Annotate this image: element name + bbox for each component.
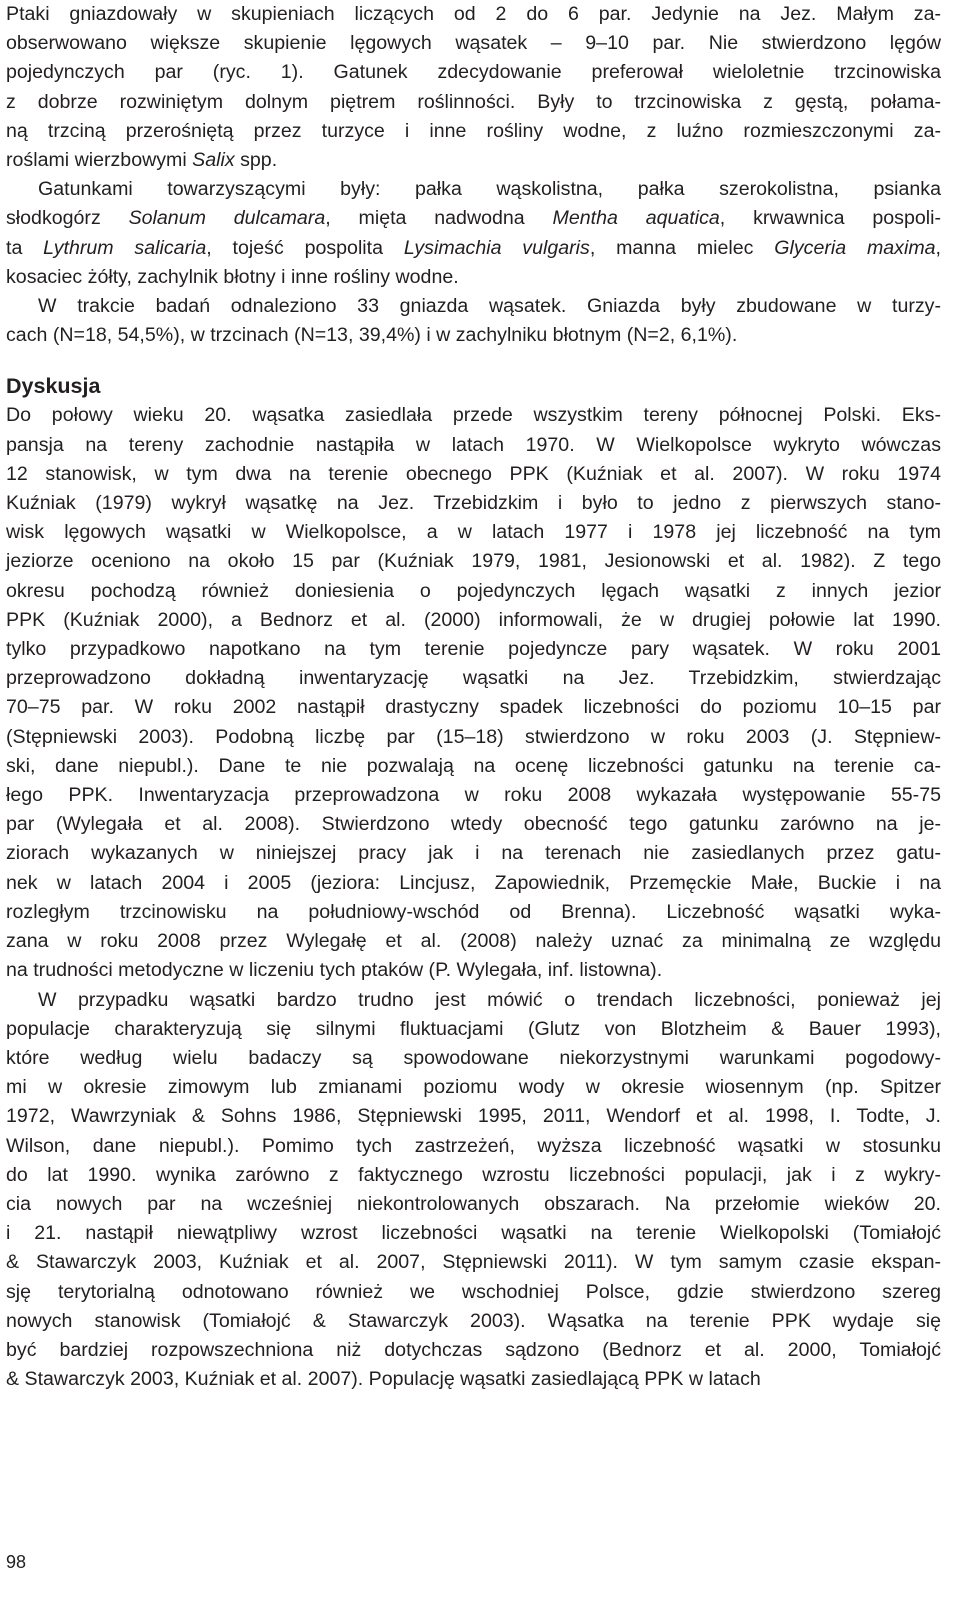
latin-name: Glyceria maxima [774,236,936,259]
latin-name: Mentha aquatica [552,207,720,230]
text-line: cach (N=18, 54,5%), w trzcinach (N=13, 39,4%) i w zachylniku błotnym (N=2, 6,1%). [6,324,738,347]
text-line: 70–75 par. W roku 2002 nastąpił drastyczny spadek liczebności do poziomu 10–15 par [6,696,941,719]
text-line: populacje charakteryzują się silnymi fluktuacjami (Glutz von Blotzheim & Bauer 1993), [6,1017,941,1040]
page-number: 98 [6,1552,27,1572]
text-line: nek w latach 2004 i 2005 (jeziora: Lincjusz, Zapowiednik, Przemęckie Małe, Buckie i na [6,871,941,894]
text-line: i 21. nastąpił niewątpliwy wzrost liczebności wąsatki na terenie Wielkopolski (Tomiałojć [6,1222,941,1245]
text-line: par (Wylegała et al. 2008). Stwierdzono wtedy obecność tego gatunku zarówno na je- [6,813,941,836]
text-line: zana w roku 2008 przez Wylegałę et al. (2008) należy uznać za minimalną ze względu [6,930,941,953]
text-line: obserwowano większe skupienie lęgowych wąsatek – 9–10 par. Nie stwierdzono lęgów [6,32,941,55]
latin-name: Lythrum salicaria [43,236,207,259]
text-line: cia nowych par na wcześniej niekontrolowanych obszarach. Na przełomie wieków 20. [6,1192,941,1215]
paragraph [6,292,941,350]
discussion-section [6,401,941,1394]
paragraph [6,175,941,292]
text-line: (Stępniewski 2003). Podobną liczbę par (15–18) stwierdzono w roku 2003 (J. Stępniew- [6,725,941,748]
text-line: roślami wierzbowymi Salix spp. [6,149,278,172]
text-line: W przypadku wąsatki bardzo trudno jest mówić o trendach liczebności, ponieważ jej [38,988,941,1011]
text-line: nowych stanowisk (Tomiałojć & Stawarczyk 2003). Wąsatka na terenie PPK wydaje się [6,1309,941,1332]
text-line: Ptaki gniazdowały w skupieniach liczących od 2 do 6 par. Jedynie na Jez. Małym za- [6,3,941,25]
paragraph [6,986,941,1395]
text-line: 1972, Wawrzyniak & Sohns 1986, Stępniewski 1995, 2011, Wendorf et al. 1998, I. Todte, J. [6,1105,941,1128]
latin-name: Salix [192,149,235,172]
text-line: pansja na tereny zachodnie nastąpiła w latach 1970. W Wielkopolsce wykryto wówczas [6,433,941,456]
text-line: sję terytorialną odnotowano również we wschodniej Polsce, gdzie stwierdzono szereg [6,1280,941,1303]
text-line: mi w okresie zimowym lub zmianami poziomu wody w okresie wiosennym (np. Spitzer [6,1076,941,1099]
body-text [6,0,941,1394]
text-line: ną trzciną przerośniętą przez turzyce i inne rośliny wodne, z luźno rozmieszczonymi za- [6,119,941,142]
text-line: rozległym trzcinowisku na południowy-wschód od Brenna). Liczebność wąsatki wyka- [6,900,941,923]
paragraph [6,0,941,175]
text-line: Gatunkami towarzyszącymi były: pałka wąskolistna, pałka szerokolistna, psianka [38,178,941,201]
text-line: ta Lythrum salicaria, tojeść pospolita Lysimachia vulgaris, manna mielec Glyceria maxima, [6,236,941,259]
text-line: tylko przypadkowo napotkano na tym terenie pojedyncze pary wąsatek. W roku 2001 [6,638,941,661]
text-line: okresu pochodzą również doniesienia o pojedynczych lęgach wąsatki z innych jezior [6,579,941,602]
text-line: 12 stanowisk, w tym dwa na terenie obecnego PPK (Kuźniak et al. 2007). W roku 1974 [6,462,941,485]
text-line: Kuźniak (1979) wykrył wąsatkę na Jez. Trzebidzkim i było to jedno z pierwszych stano- [6,492,941,515]
text-line: wisk lęgowych wąsatki w Wielkopolsce, a w latach 1977 i 1978 jej liczebność na tym [6,521,941,544]
text-line: jeziorze oceniono na około 15 par (Kuźniak 1979, 1981, Jesionowski et al. 1982). Z tego [6,550,941,573]
text-line: W trakcie badań odnaleziono 33 gniazda wąsatek. Gniazda były zbudowane w turzy- [38,295,941,318]
text-line: być bardziej rozpowszechniona niż dotychczas sądzono (Bednorz et al. 2000, Tomiałojć [6,1338,941,1361]
text-line: z dobrze rozwiniętym dolnym piętrem roślinności. Były to trzcinowiska z gęstą, połama- [6,90,941,113]
text-line: słodkogórz Solanum dulcamara, mięta nadwodna Mentha aquatica, krwawnica pospoli- [6,207,941,230]
text-line: Do połowy wieku 20. wąsatka zasiedlała przede wszystkim tereny północnej Polski. Eks- [6,404,941,427]
latin-name: Lysimachia vulgaris [403,236,590,259]
text-line: na trudności metodyczne w liczeniu tych ptaków (P. Wylegała, inf. listowna). [6,959,663,982]
results-section [6,0,941,350]
text-line: ziorach wykazanych w niniejszej pracy jak i na terenach nie zasiedlanych przez gatu- [6,842,941,865]
text-line: przeprowadzono dokładną inwentaryzację wąsatki na Jez. Trzebidzkim, stwierdzając [6,667,941,690]
latin-name: Solanum dulcamara [128,207,326,230]
section-heading: Dyskusja [6,374,101,399]
text-line: łego PPK. Inwentaryzacja przeprowadzona w roku 2008 wykazała występowanie 55-75 [6,784,941,807]
text-line: które według wielu badaczy są spowodowane niekorzystnymi warunkami pogodowy- [6,1046,941,1069]
text-line: pojedynczych par (ryc. 1). Gatunek zdecydowanie preferował wieloletnie trzcinowiska [6,61,941,84]
text-line: do lat 1990. wynika zarówno z faktycznego wzrostu liczebności populacji, jak i z wykry- [6,1163,941,1186]
text-line: ski, dane niepubl.). Dane te nie pozwalają na ocenę liczebności gatunku na terenie ca- [6,754,941,777]
text-line: PPK (Kuźniak 2000), a Bednorz et al. (2000) informowali, że w drugiej połowie lat 1990. [6,608,941,631]
text-line: kosaciec żółty, zachylnik błotny i inne rośliny wodne. [6,265,459,288]
text-line: & Stawarczyk 2003, Kuźniak et al. 2007, Stępniewski 2011). W tym samym czasie ekspan- [6,1251,941,1274]
text-line: & Stawarczyk 2003, Kuźniak et al. 2007). Populację wąsatki zasiedlającą PPK w latach [6,1368,761,1391]
text-line: Wilson, dane niepubl.). Pomimo tych zastrzeżeń, wyższa liczebność wąsatki w stosunku [6,1134,941,1157]
paragraph [6,401,941,985]
